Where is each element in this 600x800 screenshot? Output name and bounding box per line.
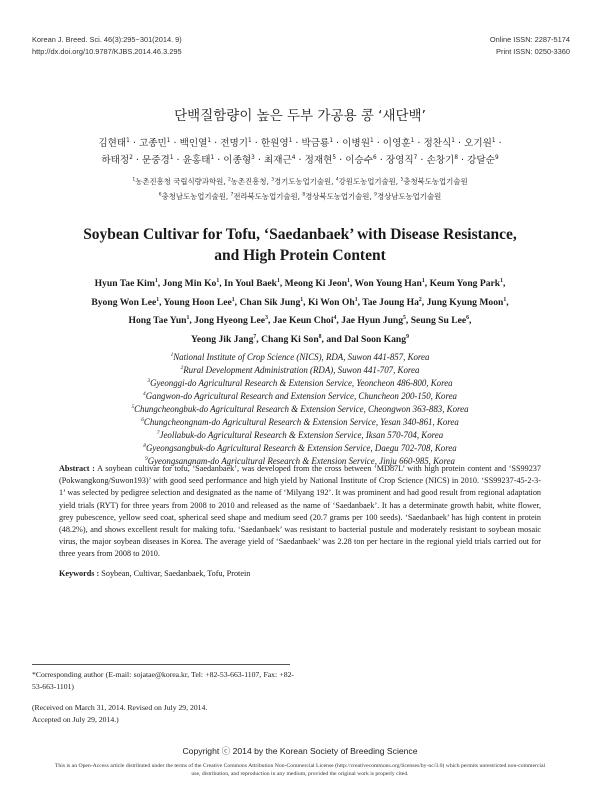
author-name: 장영직 (385, 155, 414, 166)
author-sup: 5 (403, 315, 406, 321)
affiliation-text: Gangwon-do Agricultural Research and Extension Service, Chuncheon 200-150, Korea (145, 391, 457, 401)
author-sup: 1 (210, 154, 215, 161)
author-name: 이영훈 (382, 138, 411, 149)
author-name: 정재현 (304, 155, 333, 166)
abstract-text: A soybean cultivar for tofu, ‘Saedanbaek’, was developed from the cross between ‘MD87L’ with high protein content and ‘SS99237 (Pokwangkong/Suwon193)’ with good seed performance and high yield by National Institute of Crop Science (NICS) in 2010. ‘SS99237-45-2-3-1’ was selected by pedigree selection and designated as the name of ‘Milyang 192’. It was prominent and had good result from regional adaptation yield trials (RYT) for three years from 2008 to 2010 and released as the name of ‘Saedanbaek’. It has a determinate growth habit, white flower, grey pubescence, yellow seed coat, spherical seed shape and medium seed (20.7 grams per 100 seeds). ‘Saedanbaek’ has high content in protein (48.2%), and shows excellent result for making tofu. ‘Saedanbaek’ was resistant to bacterial pustule and moderately resistant to soybean mosaic virus, the major soybean diseases in Korea. The average yield of ‘Saedanbaek’ was 2.28 ton per hectare in the regional yield trials carried out for three years from 2008 to 2010. (59, 464, 541, 559)
author-sup: 9 (406, 333, 409, 340)
affiliation-sup: 6 (141, 417, 144, 424)
keywords (59, 569, 250, 578)
english-authors (30, 275, 570, 349)
author-sup: 1 (216, 277, 220, 284)
author-name: 이종형 (223, 155, 252, 166)
author-sup: 1 (248, 137, 252, 144)
english-affiliations (60, 351, 540, 468)
author-name: 최재근 (263, 155, 292, 166)
author-sup: 1 (154, 277, 158, 284)
korean-authors (60, 135, 540, 169)
author-name: In Youl Baek (224, 278, 277, 289)
author-name: 정찬식 (423, 138, 452, 149)
author-name: 고종민 (138, 138, 167, 149)
author-line: 김현태$^1$ · 고종민$^1$ · 백인열$^1$ · 전명기$^1$ · 한원영$^1$ · 박금룡$^1$ · 이병원$^1$ · 이영훈$^1$ · 정찬식$^1$ · 오기원$^1$ · (98, 137, 502, 149)
author-sup: 1 (503, 296, 507, 303)
author-name: Chan Sik Jung (239, 296, 301, 308)
author-sup: 4 (333, 315, 337, 321)
author-name: Ki Won Oh (307, 296, 355, 308)
affiliation-sup: 8 (143, 443, 146, 450)
korean-title: 단백질함량이 높은 두부 가공용 콩 ‘새단백’ (174, 108, 426, 124)
author-sup: 1 (300, 296, 304, 303)
author-name: 백인열 (179, 138, 208, 149)
author-name: Hyun Tae Kim (94, 278, 155, 289)
author-sup: 3 (251, 154, 255, 161)
author-name: Byong Won Lee (91, 296, 157, 308)
affiliation-sup: 9 (145, 456, 148, 463)
author-name: 오기원 (464, 138, 492, 149)
author-sup: 1 (169, 154, 174, 161)
affiliation-line: $^1$농촌진흥청 국립식량과학원, $^2$농촌진흥청, $^3$경기도농업기술원, $^4$강원도농업기술원, $^5$충청북도농업기술원 (132, 177, 468, 186)
author-name: Won Young Han (354, 278, 422, 289)
doi-link[interactable]: http://dx.doi.org/10.9787/KJBS.2014.46.3.295 (32, 47, 182, 56)
english-title (60, 224, 540, 266)
header-left (32, 34, 182, 58)
footnote (32, 669, 294, 725)
author-sup: 4 (291, 154, 296, 161)
affiliation-text: 농촌진흥청 (230, 177, 267, 186)
affiliation-line (60, 351, 540, 364)
author-name: 이승수 (345, 155, 374, 166)
author-sup: 1 (347, 277, 350, 284)
author-sup: 1 (288, 137, 293, 144)
author-name: Jae Hyun Jung (341, 315, 404, 327)
author-name: Jae Keun Choi (272, 315, 334, 327)
affiliation-text: 농촌진흥청 국립식량과학원 (135, 177, 224, 186)
affiliation-line (60, 403, 540, 416)
author-sup: 1 (156, 296, 160, 303)
author-sup: 1 (166, 137, 171, 144)
author-name: Meong Ki Jeon (284, 278, 348, 289)
affiliation-sup: 8 (302, 192, 306, 198)
accepted-date: Accepted on July 29, 2014.) (32, 714, 119, 724)
footnote-divider (32, 664, 290, 665)
author-name: 김현태 (98, 138, 127, 149)
author-name: Seung Su Lee (410, 315, 467, 327)
author-sup: 8 (318, 333, 322, 340)
license-notice: This is an Open-Access article distributed under the terms of the Creative Commons Attribution Non-Commercial License (http://creativecommons.org/licenses/by-nc/3.0) which permits unrestricted non-commercial use, distribution, and reproduction in any medium, provided the original work is properly cited. (54, 763, 546, 778)
affiliation-text: Chungcheongnam-do Agricultural Research & Extension Service, Yesan 340-861, Korea (143, 417, 459, 427)
author-sup: 1 (329, 137, 333, 144)
author-sup: 7 (413, 154, 418, 161)
affiliation-sup: 2 (227, 177, 231, 183)
keywords-label: Keywords : (59, 569, 100, 578)
author-sup: 1 (410, 137, 415, 144)
author-sup: 8 (454, 154, 458, 161)
abstract (59, 463, 541, 561)
author-name: Chang Ki Son (261, 333, 319, 345)
author-sup: 1 (207, 137, 212, 144)
affiliation-sup: 4 (143, 391, 146, 398)
affiliation-line (60, 377, 540, 390)
author-sup: 1 (231, 296, 235, 303)
affiliation-text: 전라북도농업기술원 (233, 192, 298, 201)
corresponding-author: *Corresponding author (E-mail: sojatae@korea.kr, Tel: +82-53-663-1107, Fax: +82-53-663-1101) (32, 670, 294, 691)
affiliation-line (60, 364, 540, 377)
author-sup: 1 (491, 137, 496, 144)
author-line: Hong Tae Yun$^1$, Jong Hyeong Lee$^3$, Jae Keun Choi$^4$, Jae Hyun Jung$^5$, Seung Su Lee$^6$, (128, 315, 472, 327)
affiliation-text: National Institute of Crop Science (NICS), RDA, Suwon 441-857, Korea (173, 352, 430, 362)
affiliation-text: Gyeongsangbuk-do Agricultural Research & Extension Service, Daegu 702-708, Korea (145, 443, 457, 453)
author-line: Yeong Jik Jang$^7$, Chang Ki Son$^8$, and Dal Soon Kang$^9$ (191, 333, 409, 345)
author-sup: 7 (253, 333, 257, 340)
author-name: Jong Min Ko (162, 278, 217, 289)
author-sup: 1 (277, 277, 280, 284)
affiliation-sup: 3 (147, 378, 151, 385)
affiliation-line (60, 442, 540, 455)
affiliation-text: Rural Development Administration (RDA), Suwon 441-707, Korea (183, 365, 420, 375)
author-name: Yeong Jik Jang (191, 333, 254, 345)
author-name: 한원영 (260, 138, 289, 149)
author-name: 강달순 (467, 155, 495, 166)
author-name: 이병원 (342, 138, 370, 149)
affiliation-text: 경기도농업기술원 (274, 177, 332, 186)
author-sup: 1 (451, 137, 455, 144)
affiliation-text: Chungcheongbuk-do Agricultural Research & Extension Service, Cheongwon 363-883, Korea (134, 404, 469, 414)
author-line: 하태정$^2$ · 문중경$^1$ · 윤홍태$^1$ · 이종형$^3$ · 최재근$^4$ · 정재현$^5$ · 이승수$^6$ · 장영직$^7$ · 손창기$^8$ · 강달순$^9$ (101, 154, 499, 166)
author-sup: 9 (494, 154, 499, 161)
author-name: Dal Soon Kang (344, 333, 407, 345)
affiliation-sup: 3 (271, 177, 275, 183)
author-sup: 1 (421, 277, 425, 284)
affiliation-text: Jeollabuk-do Agricultural Research & Extension Service, Iksan 570-704, Korea (159, 430, 444, 440)
affiliation-line (60, 429, 540, 442)
affiliation-sup: 6 (158, 192, 162, 198)
author-name: 문중경 (142, 155, 170, 166)
keywords-text: Soybean, Cultivar, Saedanbaek, Tofu, Protein (101, 569, 251, 578)
author-line: Byong Won Lee$^1$, Young Hoon Lee$^1$, Chan Sik Jung$^1$, Ki Won Oh$^1$, Tae Joung Ha$^2$, Jung Kyung Moon$^1$, (91, 296, 509, 308)
affiliation-sup: 5 (400, 177, 404, 183)
affiliation-sup: 1 (132, 177, 136, 183)
author-name: Young Hoon Lee (163, 296, 232, 308)
affiliation-line: $^6$충청남도농업기술원, $^7$전라북도농업기술원, $^8$경상북도농업기술원, $^9$경상남도농업기술원 (158, 192, 442, 201)
author-sup: 6 (373, 154, 377, 161)
affiliation-line (60, 390, 540, 403)
author-sup: 1 (354, 296, 358, 303)
affiliation-text: 경상북도농업기술원 (305, 192, 370, 201)
online-issn: Online ISSN: 2287-5174 (489, 35, 570, 44)
author-sup: 1 (500, 277, 503, 284)
and-word: and (326, 333, 342, 345)
affiliation-sup: 9 (374, 192, 377, 198)
affiliation-text: 강원도농업기술원 (338, 177, 396, 186)
affiliation-sup: 1 (170, 352, 174, 359)
affiliation-text: 충청북도농업기술원 (403, 177, 468, 186)
affiliation-sup: 2 (180, 365, 184, 372)
affiliation-text: Gyeongsangnam-do Agricultural Research & Extension Service, Jinju 660-985, Korea (147, 456, 455, 466)
author-sup: 2 (129, 154, 133, 161)
author-sup: 1 (186, 315, 190, 321)
author-name: 윤홍태 (182, 155, 211, 166)
header-right (490, 34, 570, 58)
author-sup: 6 (466, 315, 470, 321)
author-name: Jong Hyeong Lee (194, 315, 266, 327)
abstract-label: Abstract : (59, 464, 95, 473)
korean-affiliations (70, 174, 530, 204)
affiliation-sup: 5 (131, 404, 135, 411)
english-title-line2: and High Protein Content (214, 247, 386, 264)
affiliation-line (60, 416, 540, 429)
author-sup: 2 (418, 296, 422, 303)
affiliation-sup: 4 (335, 177, 339, 183)
affiliation-text: Gyeonggi-do Agricultural Research & Extension Service, Yeoncheon 486-800, Korea (150, 378, 453, 388)
author-line: Hyun Tae Kim$^1$, Jong Min Ko$^1$, In Youl Baek$^1$, Meong Ki Jeon$^1$, Won Young Han$^1$, Keum Yong Park$^1$, (94, 277, 506, 289)
author-name: Tae Joung Ha (362, 296, 419, 308)
affiliation-text: 경상남도농업기술원 (376, 192, 442, 201)
author-name: Keum Yong Park (429, 278, 501, 289)
author-sup: 1 (126, 137, 130, 144)
journal-reference: Korean J. Breed. Sci. 46(3):295~301(2014. 9) (32, 35, 182, 44)
author-name: Jung Kyung Moon (426, 296, 504, 308)
author-sup: 1 (369, 137, 374, 144)
received-date: (Received on March 31, 2014. Revised on July 29, 2014. (32, 703, 208, 713)
author-name: 전명기 (220, 138, 249, 149)
copyright: Copyright ⓒ 2014 by the Korean Society of Breeding Science (182, 746, 418, 756)
affiliation-sup: 7 (230, 192, 234, 198)
print-issn: Print ISSN: 0250-3360 (496, 47, 570, 56)
author-name: 하태정 (101, 155, 130, 166)
affiliation-sup: 7 (156, 430, 160, 437)
author-name: Hong Tae Yun (128, 315, 187, 327)
author-name: 박금룡 (301, 138, 330, 149)
english-title-line1: Soybean Cultivar for Tofu, ‘Saedanbaek’ with Disease Resistance, (83, 226, 517, 243)
affiliation-text: 충청남도농업기술원 (161, 192, 226, 201)
author-sup: 3 (265, 315, 268, 321)
author-sup: 5 (332, 154, 337, 161)
author-name: 손창기 (426, 155, 455, 166)
